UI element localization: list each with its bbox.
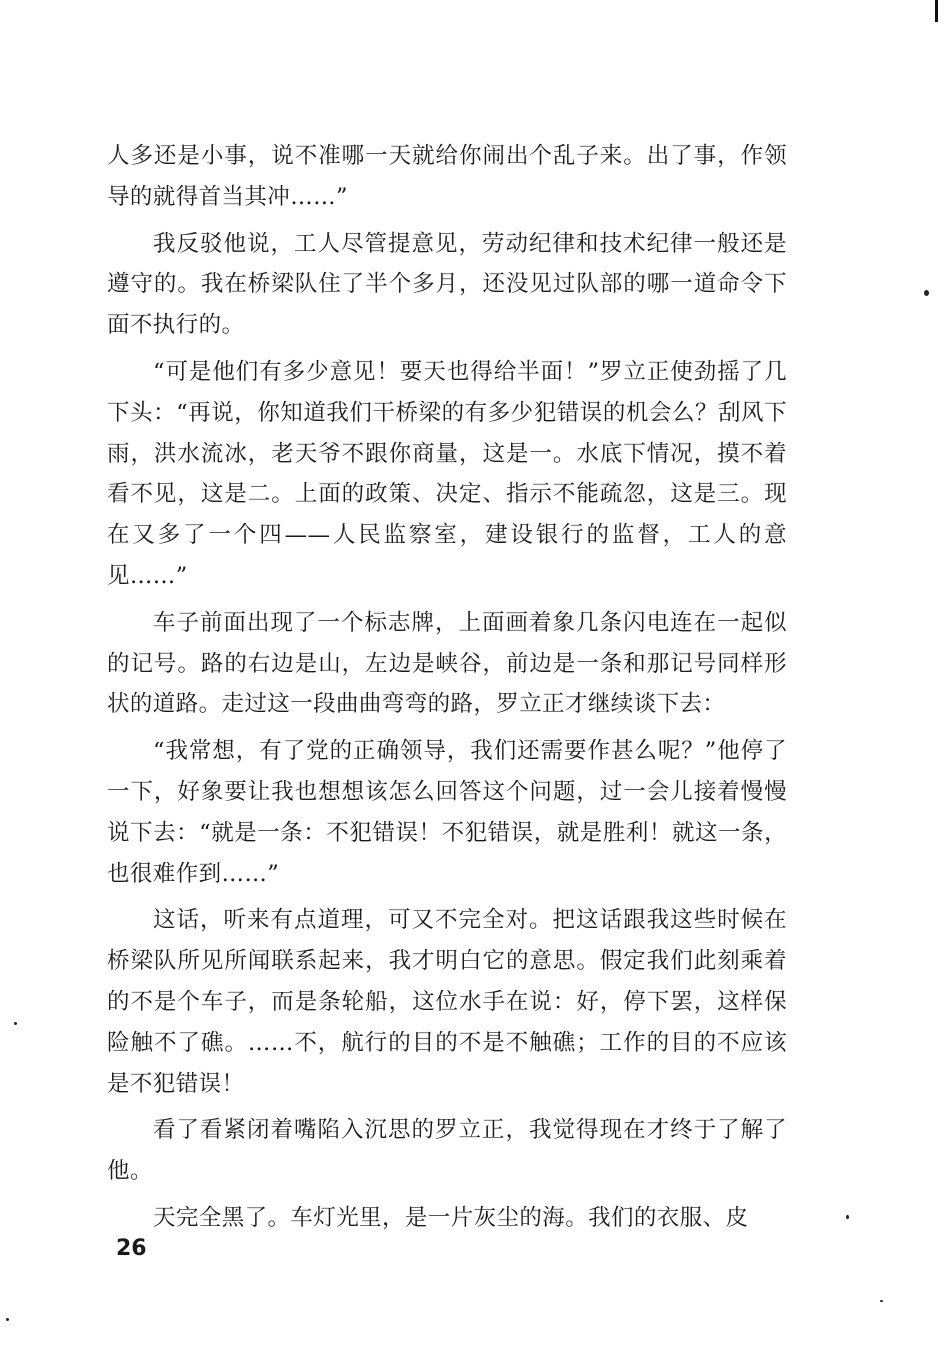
paragraph: 看了看紧闭着嘴陷入沉思的罗立正，我觉得现在才终于了解了他。 [107,1117,787,1185]
paragraph: 天完全黑了。车灯光里，是一片灰尘的海。我们的衣服、皮 [153,1204,749,1231]
paragraph: “我常想，有了党的正确领导，我们还需要作甚么呢？”他停了一下，好象要让我也想想该怎么回答这个问题，过一会儿接着慢慢说下去：“就是一条：不犯错误！不犯错误，就是胜利！就这一条，也很难作到……” [107,738,787,887]
paragraph: 人多还是小事，说不准哪一天就给你闹出个乱子来。出了事，作领导的就得首当其冲……” [107,143,787,210]
scan-speck [6,1318,9,1321]
scan-speck [14,1022,17,1025]
paragraph: 这话，听来有点道理，可又不完全对。把这话跟我这些时候在桥梁队所见所闻联系起来，我才明白它的意思。假定我们此刻乘着的不是个车子，而是条轮船，这位水手在说：好，停下罢，这样保险触不了礁。……不，航行的目的不是不触礁；工作的目的不应该是不犯错误！ [107,907,787,1097]
page-body [107,136,787,1245]
paragraph: “可是他们有多少意见！要天也得给半面！”罗立正使劲摇了几下头：“再说，你知道我们干桥梁的有多少犯错误的机会么？刮风下雨，洪水流冰，老天爷不跟你商量，这是一。水底下情况，摸不着看不见，这是二。上面的政策、决定、指示不能疏忽，这是三。现在又多了一个四——人民监察室，建设银行的监督，工人的意见……” [107,358,787,589]
paragraph: 车子前面出现了一个标志牌，上面画着象几条闪电连在一起似的记号。路的右边是山，左边是峡谷，前边是一条和那记号同样形状的道路。走过这一段曲曲弯弯的路，罗立正才继续谈下去： [107,609,787,718]
scan-speck [846,1215,849,1219]
page-number: 26 [116,1236,147,1261]
scan-edge-mark [935,0,938,22]
scan-speck [880,1300,883,1302]
paragraph: 我反驳他说，工人尽管提意见，劳动纪律和技术纪律一般还是遵守的。我在桥梁队住了半个多月，还没见过队部的哪一道命令下面不执行的。 [107,230,787,339]
scan-speck [924,290,929,296]
